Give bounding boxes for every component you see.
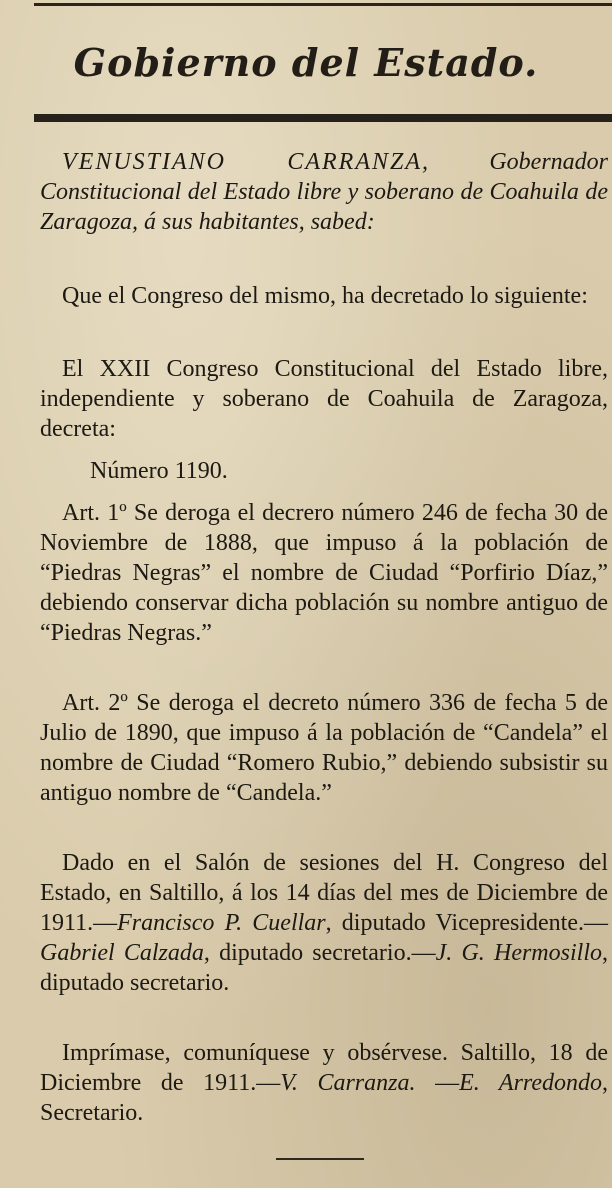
- article-2: [40, 688, 608, 808]
- promulgation-text: —: [415, 1070, 460, 1096]
- signatory-name: V. Carranza.: [280, 1070, 416, 1096]
- paragraph-congress: [40, 281, 608, 311]
- decree-number-text: Número 1190.: [90, 458, 228, 484]
- signatory-name: Francisco P. Cuellar: [117, 910, 326, 936]
- article-text: Art. 2º Se deroga el decreto número 336 de fecha 5 de Julio de 1890, que impuso á la población de “Candela” el nombre de Ciudad “Romero Rubio,” debiendo subsistir su antiguo nombre de “Candela.”: [40, 690, 608, 806]
- signing-text: , diputado secretario.: [40, 940, 608, 996]
- governor-name: VENUSTIANO CARRANZA,: [62, 149, 430, 175]
- article-text: Art. 1º Se deroga el decrero número 246 de fecha 30 de Noviembre de 1888, que impuso á la población de “Piedras Negras” el nombre de Ciudad “Porfirio Díaz,” debiendo conservar dicha población su nombre antiguo de “Piedras Negras.”: [40, 500, 608, 646]
- paragraph-decree: [40, 354, 608, 444]
- signing-text: , diputado secretario.—: [203, 940, 436, 966]
- signatory-name: J. G. Hermosillo: [435, 940, 602, 966]
- section-title: Gobierno del Estado.: [73, 40, 539, 85]
- paragraph-text: Que el Congreso del mismo, ha decretado lo siguiente:: [62, 283, 588, 309]
- signing-text: Dado en el Salón de sesiones del H. Congreso del Estado, en Saltillo, á los 14 días del mes de Diciembre de 1911.—: [40, 850, 608, 936]
- article-1: [40, 498, 608, 648]
- promulgation-text: Imprímase, comuníquese y obsérvese. Saltillo, 18 de Diciembre de 1911.—: [40, 1040, 608, 1096]
- decree-number: [40, 456, 608, 486]
- title-rule: [34, 114, 612, 122]
- signatory-name: Gabriel Calzada: [40, 940, 204, 966]
- signing-paragraph: [40, 848, 608, 998]
- signing-text: , diputado Vicepresidente.—: [325, 910, 608, 936]
- promulgation-paragraph: [40, 1038, 608, 1128]
- promulgation-text: , Secretario.: [40, 1070, 609, 1126]
- paragraph-text: El XXII Congreso Constitucional del Estado libre, independiente y soberano de Coahuila de Zaragoza, decreta:: [40, 356, 608, 442]
- decree-intro: [40, 147, 608, 237]
- top-rule: [34, 0, 612, 6]
- signatory-name: E. Arredondo: [459, 1070, 603, 1096]
- intro-text: Gobernador Constitucional del Estado libre y soberano de Coahuila de Zaragoza, á sus habitantes, sabed:: [40, 149, 608, 235]
- bottom-rule: [276, 1158, 364, 1160]
